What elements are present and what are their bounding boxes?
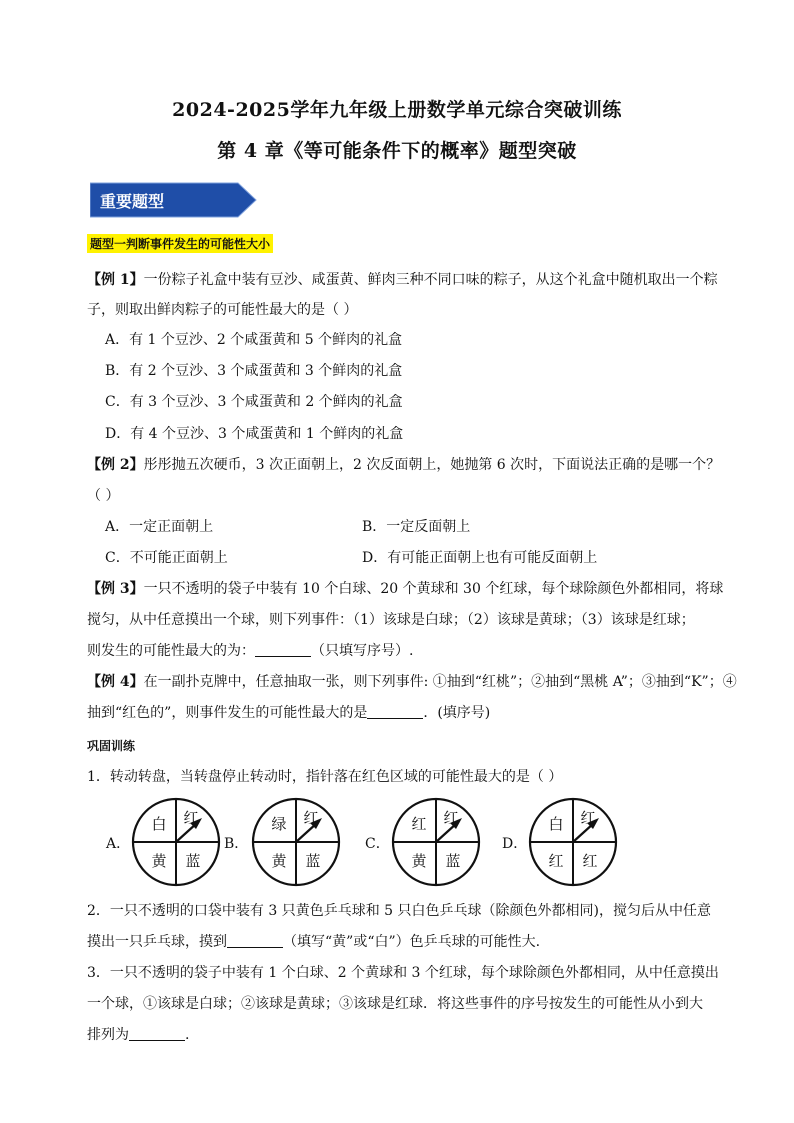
example-1-option-a: A．有 1 个豆沙、2 个咸蛋黄和 5 个鲜肉的礼盒 (105, 332, 403, 348)
section-banner (90, 181, 258, 219)
answer-blank[interactable] (227, 933, 283, 948)
example-1-option-d: D．有 4 个豆沙、3 个咸蛋黄和 1 个鲜肉的礼盒 (105, 426, 404, 442)
example-tag: 【例 2】 (87, 457, 144, 473)
sector-label: 蓝 (305, 852, 321, 870)
example-2-option-a: A．一定正面朝上 (105, 519, 214, 535)
example-text: （只填写序号）. (311, 643, 414, 659)
example-text: 彤彤抛五次硬币，3 次正面朝上，2 次反面朝上，她抛第 6 次时，下面说法正确的是哪一个？ (143, 457, 721, 473)
answer-blank[interactable] (255, 642, 311, 657)
spinner-option-label: D． (502, 836, 528, 852)
example-text: 一只不透明的袋子中装有 10 个白球、20 个黄球和 30 个红球，每个球除颜色外都相同，将球 (143, 581, 724, 597)
sector-label: 红 (303, 809, 319, 827)
example-text: 抽到“红色的”，则事件发生的可能性最大的是 (87, 705, 368, 721)
example-3 (87, 578, 723, 598)
question-text: （填写“黄”或“白”）色乒乓球的可能性大. (283, 934, 541, 950)
sector-label: 红 (411, 815, 427, 833)
sector-label: 黄 (411, 852, 427, 870)
example-2 (87, 454, 720, 474)
practice-q3-line2: 一个球，①该球是白球；②该球是黄球；③该球是红球．将这些事件的序号按发生的可能性从小到大 (87, 996, 703, 1012)
sector-label: 白 (548, 815, 564, 833)
spinner-diagram (130, 796, 222, 888)
spinner-option-label: B． (224, 836, 249, 852)
example-text: 则发生的可能性最大的为： (87, 643, 255, 659)
sector-label: 红 (183, 809, 199, 827)
example-1 (87, 269, 718, 289)
spinner-diagram (250, 796, 342, 888)
sector-label: 黄 (151, 852, 167, 870)
practice-q2-line1: 2．一只不透明的口袋中装有 3 只黄色乒乓球和 5 只白色乒乓球（除颜色外都相同)，搅匀后从中任意 (87, 903, 711, 919)
sector-label: 黄 (271, 852, 287, 870)
example-text: ．(填序号) (423, 705, 491, 721)
sector-label: 白 (151, 815, 167, 833)
example-1-option-c: C．有 3 个豆沙、3 个咸蛋黄和 2 个鲜肉的礼盒 (105, 394, 403, 410)
example-3-line3 (87, 640, 413, 660)
practice-heading: 巩固训练 (87, 739, 136, 753)
practice-q1-text: 1．转动转盘，当转盘停止转动时，指针落在红色区域的可能性最大的是（ ） (87, 769, 563, 785)
sector-label: 蓝 (185, 852, 201, 870)
example-3-line2: 搅匀，从中任意摸出一个球，则下列事件：（1）该球是白球；（2）该球是黄球；（3）该球是红球； (87, 612, 695, 628)
practice-q2-line2 (87, 931, 540, 951)
example-4-line2 (87, 702, 490, 722)
question-text: 排列为 (87, 1027, 129, 1043)
sector-label: 红 (582, 852, 598, 870)
spinner-option-label: C． (365, 836, 390, 852)
example-4 (87, 671, 737, 691)
example-2-option-c: C．不可能正面朝上 (105, 550, 228, 566)
example-2-option-b: B．一定反面朝上 (362, 519, 471, 535)
sector-label: 红 (548, 852, 564, 870)
answer-blank[interactable] (129, 1026, 185, 1041)
example-tag: 【例 1】 (87, 272, 144, 288)
banner-label: 重要题型 (100, 192, 165, 211)
document-subtitle: 第 4 章《等可能条件下的概率》题型突破 (217, 140, 577, 162)
spinner-diagram (527, 796, 619, 888)
sector-label: 绿 (271, 815, 287, 833)
document-title: 2024-2025学年九年级上册数学单元综合突破训练 (172, 99, 622, 121)
sector-label: 红 (580, 809, 596, 827)
practice-q3-line1: 3．一只不透明的袋子中装有 1 个白球、2 个黄球和 3 个红球，每个球除颜色外都相同，从中任意摸出 (87, 965, 719, 981)
example-1-line2: 子，则取出鲜肉粽子的可能性最大的是（ ） (87, 302, 358, 318)
spinner-diagram (390, 796, 482, 888)
example-tag: 【例 3】 (87, 581, 144, 597)
example-2-line2: （ ） (87, 488, 120, 504)
example-2-option-d: D．有可能正面朝上也有可能反面朝上 (362, 550, 598, 566)
section-heading: 题型一判断事件发生的可能性大小 (87, 234, 273, 253)
question-text: . (185, 1027, 190, 1043)
sector-label: 蓝 (445, 852, 461, 870)
spinner-option-label: A． (106, 836, 131, 852)
answer-blank[interactable] (367, 704, 423, 719)
example-text: 在一副扑克牌中，任意抽取一张，则下列事件: ①抽到“红桃”；②抽到“黑桃 A”；③抽到“K”；④ (143, 674, 737, 690)
example-1-option-b: B．有 2 个豆沙、3 个咸蛋黄和 3 个鲜肉的礼盒 (105, 363, 403, 379)
example-text: 一份粽子礼盒中装有豆沙、咸蛋黄、鲜肉三种不同口味的粽子，从这个礼盒中随机取出一个粽 (143, 272, 718, 288)
example-tag: 【例 4】 (87, 674, 144, 690)
sector-label: 红 (443, 809, 459, 827)
question-text: 摸出一只乒乓球，摸到 (87, 934, 227, 950)
practice-q3-line3 (87, 1024, 189, 1044)
